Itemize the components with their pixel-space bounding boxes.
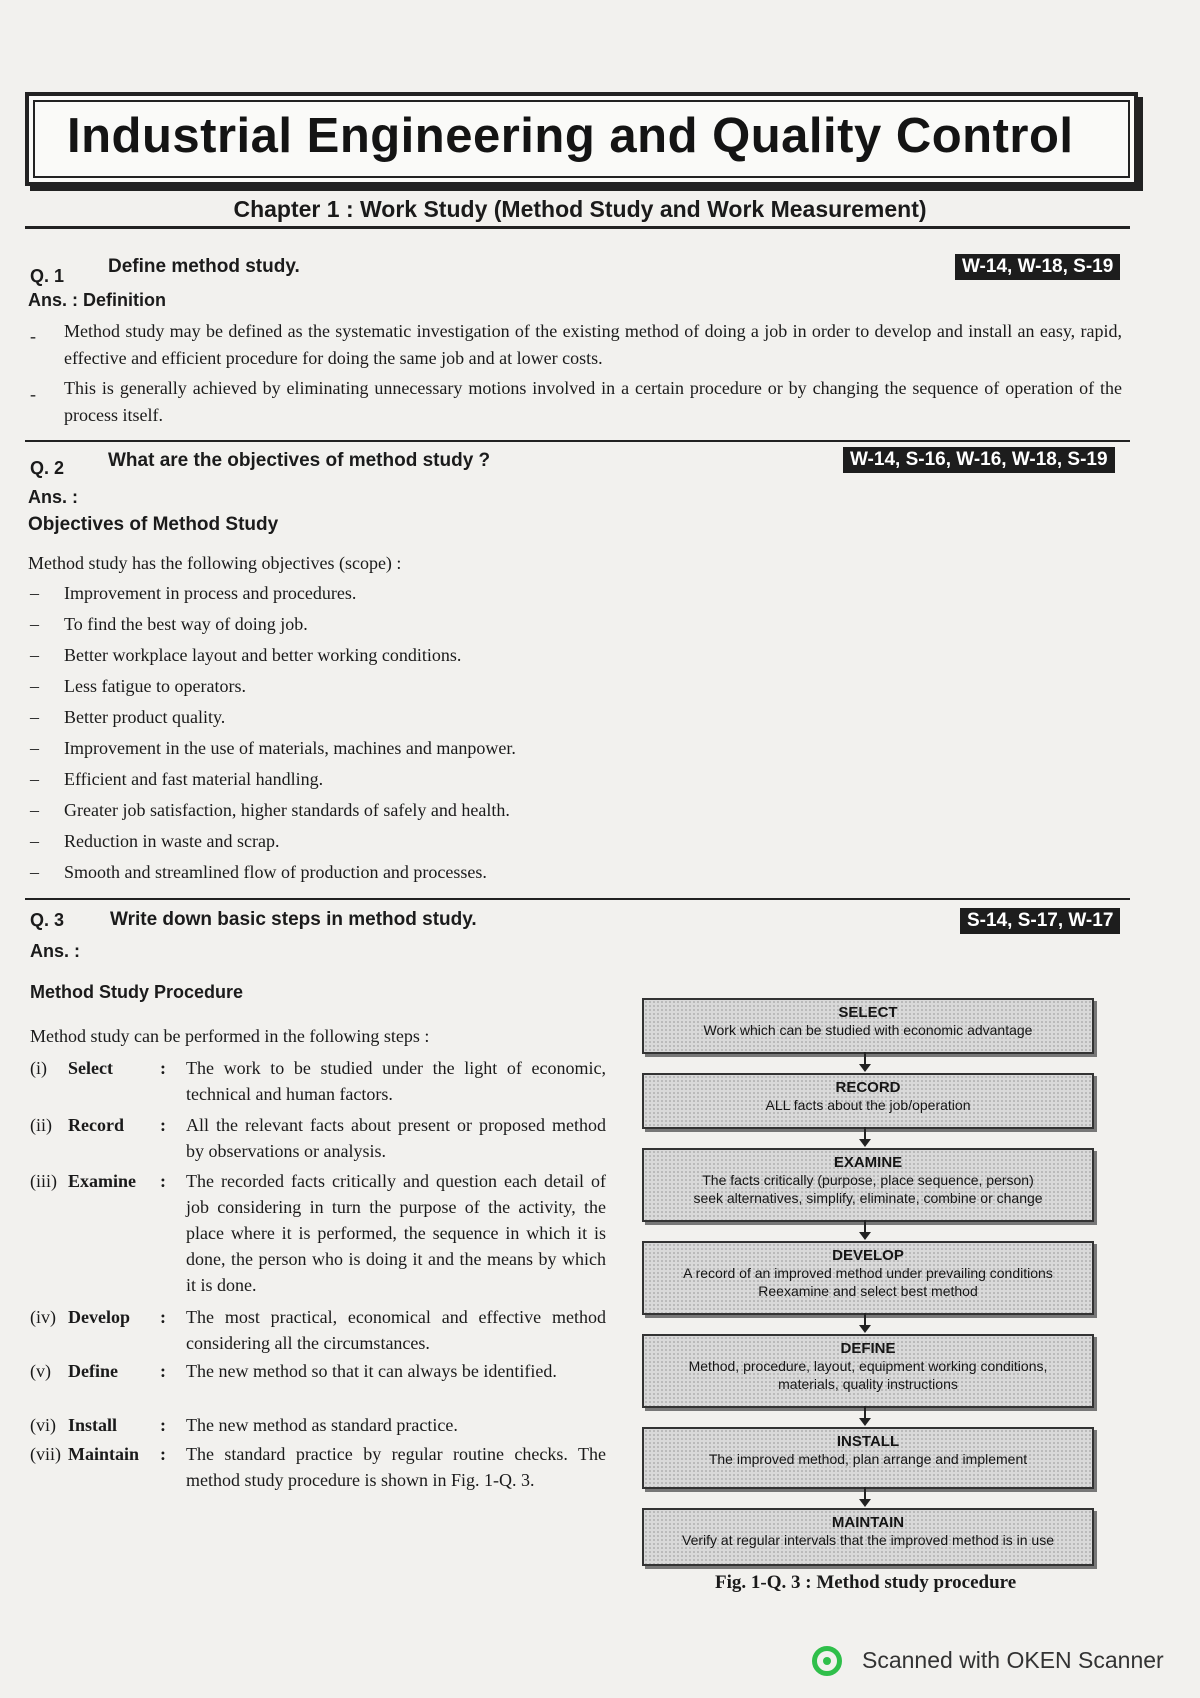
q2-bullet: – Improvement in process and procedures. — [30, 583, 357, 603]
scanner-watermark: Scanned with OKEN Scanner — [862, 1647, 1164, 1673]
chapter-heading: Chapter 1 : Work Study (Method Study and Work Measurement) — [233, 196, 927, 222]
q2-heading: Objectives of Method Study — [28, 514, 279, 535]
flow-box-select: SELECT Work which can be studied with economic advantage — [642, 998, 1094, 1054]
q3-intro: Method study can be performed in the following steps : — [30, 1026, 430, 1046]
q2-exam-tag: W-14, S-16, W-16, W-18, S-19 — [843, 447, 1115, 473]
q2-bullet: – Smooth and streamlined flow of production and processes. — [30, 862, 487, 882]
title-box — [25, 92, 1138, 186]
q1-point-2-dash: - — [30, 384, 36, 404]
q2-separator — [25, 898, 1130, 900]
q2-bullet: – Less fatigue to operators. — [30, 676, 246, 696]
q2-bullet: – Better workplace layout and better working conditions. — [30, 645, 462, 665]
q2-bullet: – Efficient and fast material handling. — [30, 769, 324, 789]
q3-question: Write down basic steps in method study. — [110, 909, 477, 930]
q2-bullet: – Improvement in the use of materials, machines and manpower. — [30, 738, 516, 758]
q1-question: Define method study. — [108, 256, 300, 277]
q1-point-1-dash: - — [30, 326, 36, 346]
flow-box-develop: DEVELOP A record of an improved method under prevailing conditions Reexamine and select best method — [642, 1241, 1094, 1315]
flow-box-maintain: MAINTAIN Verify at regular intervals that the improved method is in use — [642, 1508, 1094, 1566]
q3-heading: Method Study Procedure — [30, 982, 244, 1002]
flow-box-record: RECORD ALL facts about the job/operation — [642, 1073, 1094, 1129]
q3-number: Q. 3 — [30, 910, 65, 930]
q1-point-1: Method study may be defined as the systematic investigation of the existing method of doing a job in order to develop and install an easy, rapid, effective and efficient procedure for doing the same job and at lower costs. — [64, 321, 1122, 368]
q2-bullet: – Greater job satisfaction, higher standards of safely and health. — [30, 800, 510, 820]
document-page: Industrial Engineering and Quality Control Chapter 1 : Work Study (Method Study and Work Measurement) Q. 1 Define method study. W-14, W-18, S-19 Ans. : Definition - Method study may be defined as the systematic investigation of the existing method of doing a job in order to develop and install an easy, rapid, effective and efficient procedure for doing the same job and at lower costs. - This is generally achieved by eliminating unnecessary motions involved in a certain procedure or by changing the sequence of operation of the process itself. Q. 2 What are the objectives of method study ? W-14, S-16, W-16, W-18, S-19 Ans. : Objectives of Method Study Method study has the following objectives (scope) : – Improvement in process and procedures. – To find the best way of doing job. – Better workplace layout and better working conditions. – Less fatigue to operators. – Better product quality. – Improvement in the use of materials, machines and manpower. – Efficient and fast material handling. – Greater job satisfaction, higher standards of safely and health. – Reduction in waste and scrap. – Smooth and streamlined flow of production and processes. Q. 3 Write down basic steps in method study. S-14, S-17, W-17 Ans. : Method Study Procedure Method study can be performed in the following steps : (i) Select : The work to be studied under the light of economic, technical and human factors. (ii) Record : All the relevant facts about present or proposed method by observations or analysis. (iii) Examine : The recorded facts critically and question each detail of job considering in turn the purpose of the activity, the place where it is performed, the sequence in which it is done, the person who is doing it and the means by which it is done. (iv) Develop : The most practical, economical and effective method considering all the circumstances. (v) Define : The new method so that it can always be identified. (vi) Install : The new method as standard practice. (vii) Maintain : The standard practice by regular routine checks. The method study procedure is shown in Fig. 1-Q. 3. SELECT Work which can be studied with economic advantage RECORD ALL facts about the job/operation EXAMINE The facts critically (purpose, place sequence, person) seek alternatives, simplify, eliminate, combine or change DEVELOP A record of an improved method under prevailing conditions Reexamine and select best method DEFINE Method, procedure, layout, equipment working conditions, materials, quality instructions INSTALL The improved method, plan arrange and implement MAINTAIN Verify at regular intervals that the improved method is in use Fig. 1-Q. 3 : Method study procedure Scanned with OKEN Scanner — [0, 0, 1200, 1698]
flow-arrow — [864, 1220, 866, 1238]
flow-box-install: INSTALL The improved method, plan arrange and implement — [642, 1427, 1094, 1489]
q1-exam-tag: W-14, W-18, S-19 — [955, 254, 1120, 280]
q2-answer-label: Ans. : — [28, 487, 79, 507]
q1-number: Q. 1 — [30, 266, 65, 286]
flow-arrow — [864, 1487, 866, 1505]
flow-arrow — [864, 1313, 866, 1331]
flow-box-define: DEFINE Method, procedure, layout, equipment working conditions, materials, quality instructions — [642, 1334, 1094, 1408]
q3-exam-tag: S-14, S-17, W-17 — [960, 908, 1120, 934]
flow-box-examine: EXAMINE The facts critically (purpose, place sequence, person) seek alternatives, simplify, eliminate, combine or change — [642, 1148, 1094, 1222]
figure-caption: Fig. 1-Q. 3 : Method study procedure — [715, 1572, 1017, 1593]
flow-arrow — [864, 1052, 866, 1070]
q2-intro: Method study has the following objectives (scope) : — [28, 553, 402, 573]
q2-number: Q. 2 — [30, 458, 65, 478]
q2-question: What are the objectives of method study ? — [108, 450, 491, 471]
flow-arrow — [864, 1127, 866, 1145]
flow-arrow — [864, 1406, 866, 1424]
q2-bullet: – To find the best way of doing job. — [30, 614, 308, 634]
q2-bullet: – Better product quality. — [30, 707, 226, 727]
q1-point-2: This is generally achieved by eliminating unnecessary motions involved in a certain procedure or by changing the sequence of operation of the process itself. — [64, 378, 1122, 425]
q1-answer-label: Ans. : Definition — [28, 290, 166, 310]
chapter-rule — [25, 226, 1130, 229]
q1-separator — [25, 440, 1130, 442]
book-title: Industrial Engineering and Quality Control — [67, 109, 1074, 163]
scanner-logo-icon — [812, 1646, 842, 1676]
q2-bullet: – Reduction in waste and scrap. — [30, 831, 280, 851]
q3-answer-label: Ans. : — [30, 941, 81, 961]
